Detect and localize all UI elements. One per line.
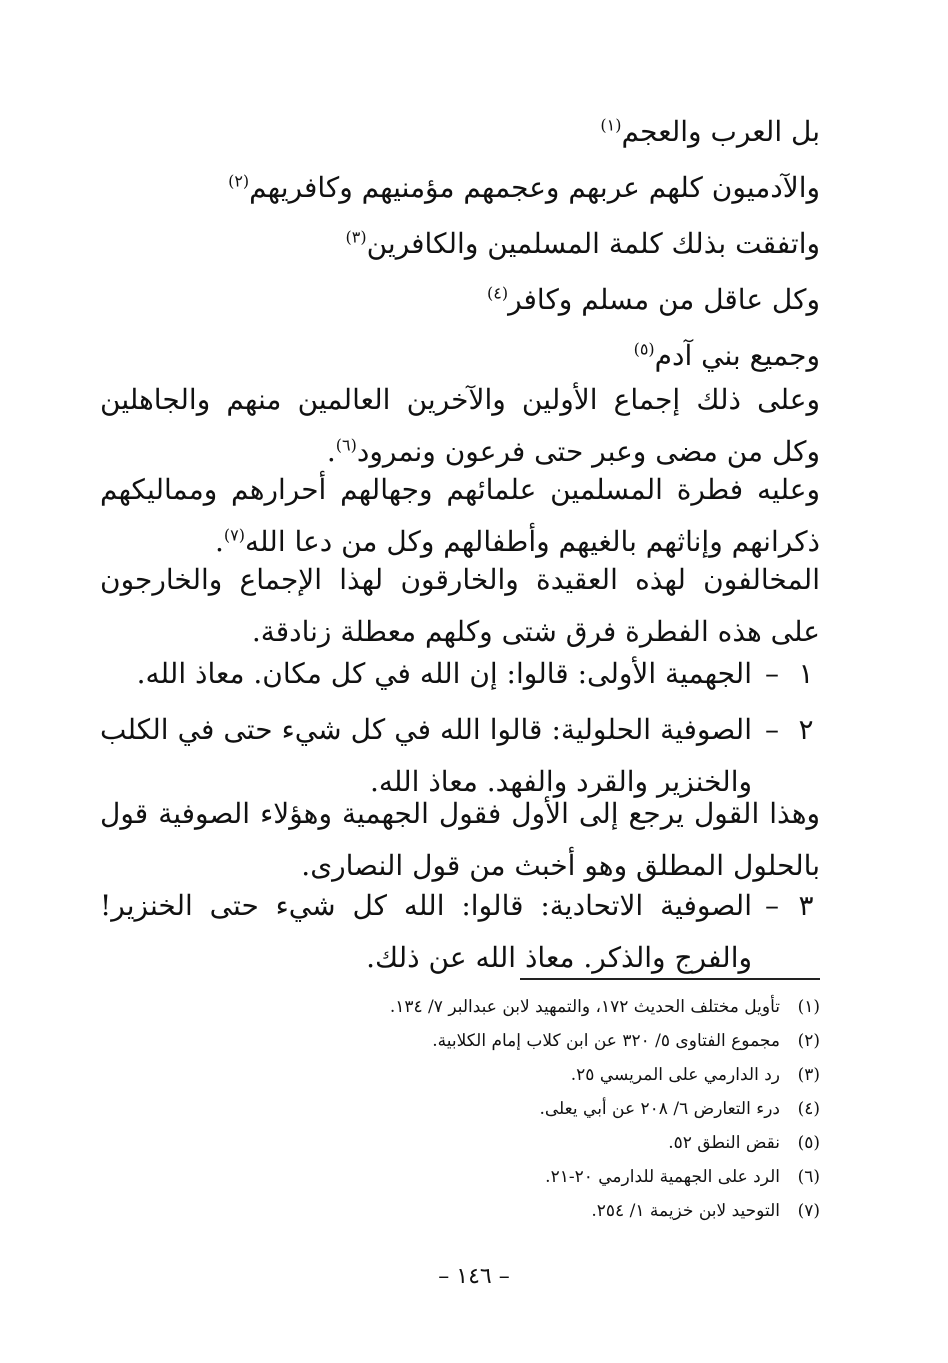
footnote-ref: (٢): [228, 171, 250, 191]
list-number: ٢: [798, 713, 814, 746]
text-line: وجميع بني آدم$^{(٥)}$: [633, 339, 820, 372]
footnote-text: رد الدارمي على المريسي ٢٥.: [570, 1065, 780, 1085]
paragraph-fitra: وعليه فطرة المسلمين علمائهم وجهالهم أحرارهم ومماليكهم ذكرانهم وإناثهم بالغيهم وأطفالهم وكل من دعا الله$^{(٧)}$.: [100, 473, 820, 558]
footnote: [200, 1058, 820, 1092]
footnote-number: (١): [797, 997, 820, 1017]
footnote-number: (٥): [797, 1133, 820, 1153]
text-line: والآدميون كلهم عربهم وعجمهم مؤمنيهم وكافريهم$^{(٢)}$: [228, 171, 820, 204]
footnote-text: مجموع الفتاوى ٥/ ٣٢٠ عن ابن كلاب إمام الكلابية.: [432, 1031, 780, 1051]
footnote-number: (٤): [797, 1099, 820, 1119]
list-dash: –: [765, 713, 779, 746]
footnote-text: التوحيد لابن خزيمة ١/ ٢٥٤.: [591, 1201, 780, 1221]
footnote-text: نقض النطق ٥٢.: [668, 1133, 780, 1153]
footnote: [200, 990, 820, 1024]
footnote-separator: [520, 978, 820, 980]
text-line: وكل عاقل من مسلم وكافر$^{(٤)}$: [487, 283, 820, 316]
footnote-number: (٦): [797, 1167, 820, 1187]
footnote-ref: (٦): [335, 435, 357, 455]
paragraph-hulul: وهذا القول يرجع إلى الأول فقول الجهمية وهؤلاء الصوفية قول بالحلول المطلق وهو أخبث من قول النصارى.: [100, 797, 820, 882]
list-item: [100, 880, 820, 984]
footnote-ref: (١): [600, 115, 622, 135]
footnote-number: (٧): [797, 1201, 820, 1221]
footnote-text: الرد على الجهمية للدارمي ٢٠-٢١.: [545, 1167, 780, 1187]
footnote-number: (٢): [797, 1031, 820, 1051]
footnote-ref: (٧): [223, 525, 245, 545]
text-line: بل العرب والعجم$^{(١)}$: [600, 115, 820, 148]
footnote: [200, 1160, 820, 1194]
footnote: [200, 1126, 820, 1160]
list-number: ١: [798, 657, 814, 690]
footnote-ref: (٥): [633, 339, 655, 359]
opening-lines: [100, 112, 820, 376]
list-number: ٣: [798, 889, 814, 922]
list-dash: –: [765, 657, 779, 690]
footnote: [200, 1194, 820, 1228]
list-text: الصوفية الاتحادية: قالوا: الله كل شيء حتى الخنزير! والفرج والذكر. معاذ الله عن ذلك.: [100, 889, 752, 974]
footnote-number: (٣): [797, 1065, 820, 1085]
footnote-ref: (٣): [345, 227, 367, 247]
sects-list-continued: [100, 880, 820, 984]
footnote-text: درء التعارض ٦/ ٢٠٨ عن أبي يعلى.: [539, 1099, 780, 1119]
page-number: – ١٤٦ –: [438, 1264, 510, 1289]
sects-list: [100, 648, 820, 808]
footnote: [200, 1092, 820, 1126]
list-dash: –: [765, 889, 779, 922]
list-text: الصوفية الحلولية: قالوا الله في كل شيء حتى في الكلب والخنزير والقرد والفهد. معاذ الله.: [100, 713, 752, 798]
paragraph-consensus: وعلى ذلك إجماع الأولين والآخرين العالمين منهم والجاهلين وكل من مضى وعبر حتى فرعون ونمرود$^{(٦)}$.: [100, 383, 820, 468]
footnote: [200, 1024, 820, 1058]
list-item: [100, 648, 820, 700]
footnote-ref: (٤): [487, 283, 509, 303]
footnote-text: تأويل مختلف الحديث ١٧٢، والتمهيد لابن عبدالبر ٧/ ١٣٤.: [389, 997, 780, 1017]
text-line: واتفقت بذلك كلمة المسلمين والكافرين$^{(٣)}$: [345, 227, 820, 260]
paragraph-opponents: المخالفون لهذه العقيدة والخارقون لهذا الإجماع والخارجون على هذه الفطرة فرق شتى وكلهم معطلة زنادقة.: [100, 563, 820, 648]
footnotes: [200, 990, 820, 1228]
list-text: الجهمية الأولى: قالوا: إن الله في كل مكان. معاذ الله.: [136, 657, 752, 690]
